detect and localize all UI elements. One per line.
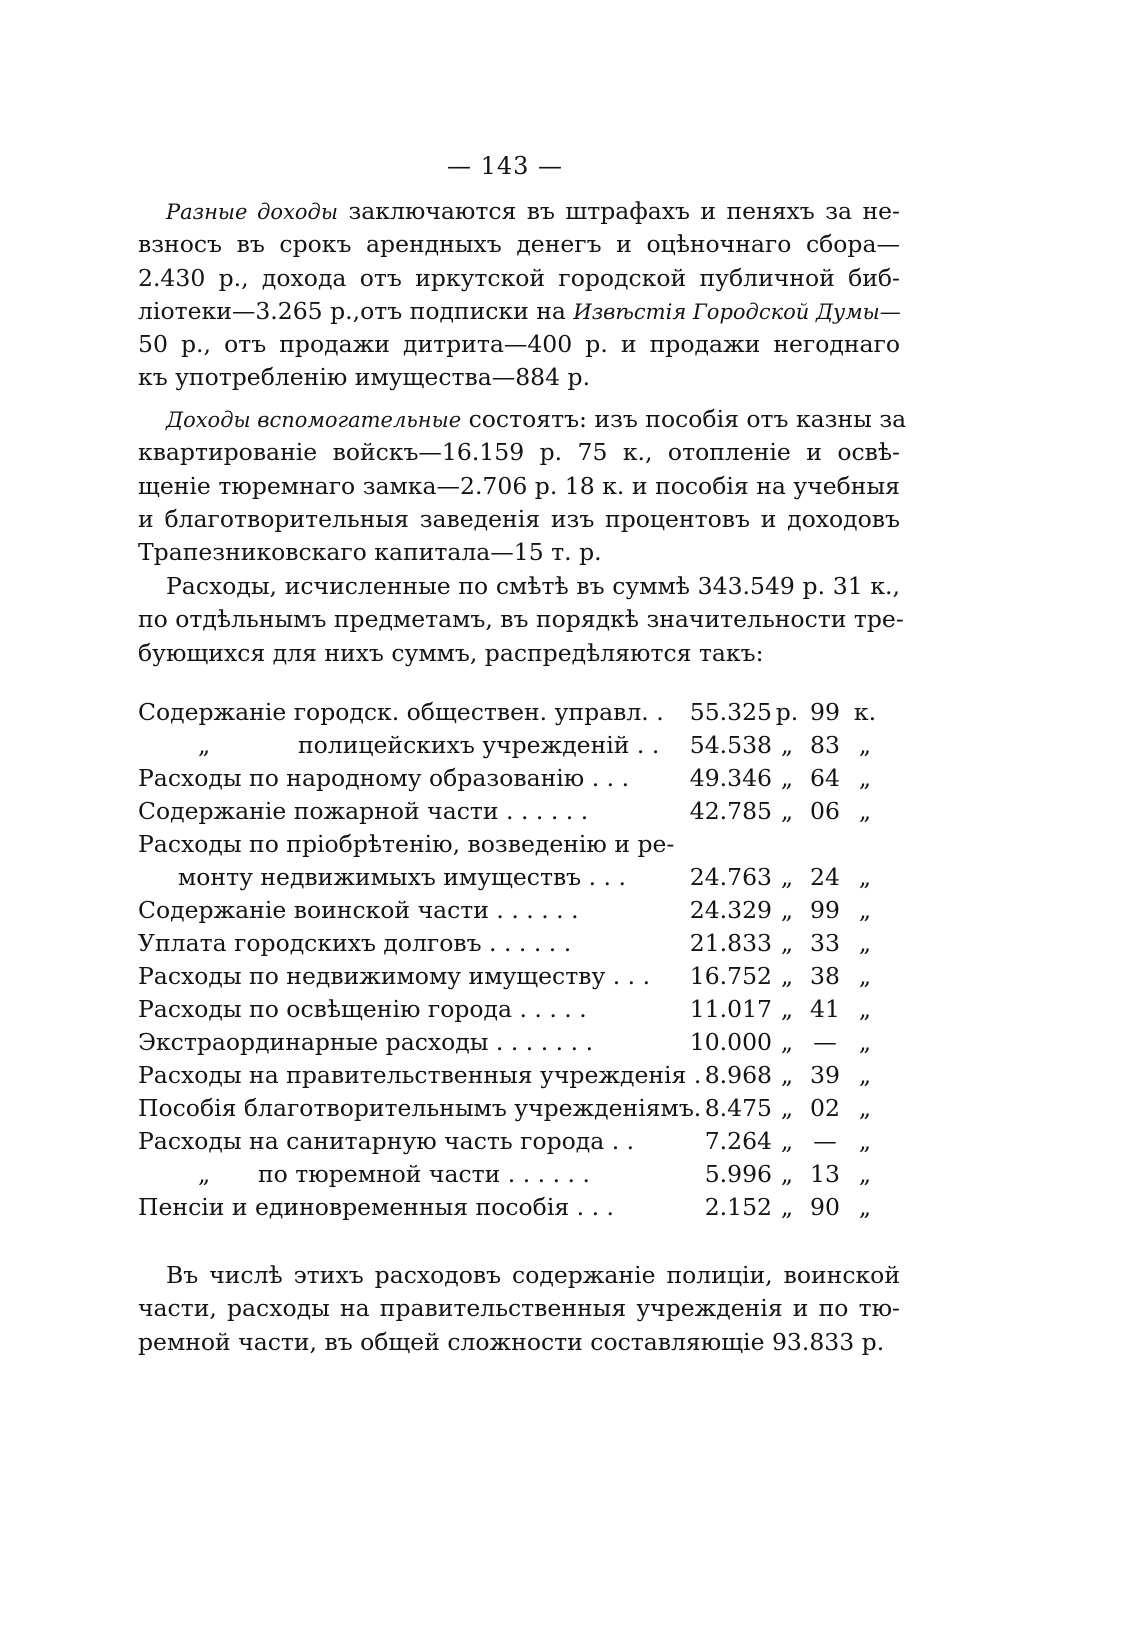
row-amount: 11.017 [689,995,772,1023]
row-label: Содержанiе воинской части . . . . . . [138,896,579,924]
row-rub-unit: „ [780,896,794,924]
row-kop-unit: „ [858,1193,872,1221]
text-span: заключаются въ штрафахъ и пеняхъ за не- [348,197,900,225]
table-row [138,729,900,762]
text-line: бующихся для нихъ суммъ, распредѣляются такъ: [138,638,764,667]
row-rub-unit: „ [780,1061,794,1089]
row-rub-unit: „ [780,929,794,957]
paragraph-closing [138,1259,900,1359]
table-row [138,1125,900,1158]
table-row [138,1059,900,1092]
row-kop-unit: к. [853,698,877,726]
row-label: Расходы на правительственныя учрежденiя . [138,1061,702,1089]
row-label: полицейскихъ учрежденiй . . [298,731,660,759]
table-row [138,861,900,894]
text-span: лiотеки—3.265 р.,отъ подписки на [138,296,566,325]
row-kop-unit: „ [858,1028,872,1056]
row-amount: 42.785 [689,797,772,825]
row-kopecks: 24 [810,863,840,891]
row-rub-unit: „ [780,764,794,792]
row-kop-unit: „ [858,1127,872,1155]
text-line: 50 р., отъ продажи дитрита—400 р. и продажи негоднаго [138,330,900,359]
row-kop-unit: „ [858,731,872,759]
row-rub-unit: р. [775,698,799,726]
text-line: части, расходы на правительственныя учрежденiя и по тю- [138,1294,900,1323]
paragraph-auxiliary-income [138,403,907,569]
row-rub-unit: „ [780,1160,794,1188]
row-kop-unit: „ [858,797,872,825]
table-row [138,1092,900,1125]
text-line: взносъ въ срокъ арендныхъ денегъ и оцѣночнаго сбора— [138,230,900,259]
expense-table [138,696,900,1224]
table-row [138,828,900,861]
italic-term: Доходы вспомогательные [166,408,462,432]
row-kopecks: — [813,1028,837,1056]
row-kopecks: 39 [810,1061,840,1089]
text-line: квартированiе войскъ—16.159 р. 75 к., отопленiе и освѣ- [138,438,900,467]
table-row [138,795,900,828]
italic-title: Извѣстiя Городской Думы— [573,299,901,324]
row-kopecks: 99 [810,896,840,924]
table-row [138,696,900,729]
row-rub-unit: „ [780,1193,794,1221]
paragraph-expenses-intro [138,570,904,670]
row-amount: 5.996 [704,1160,772,1188]
row-kopecks: 99 [810,698,840,726]
text-span: состоятъ: изъ пособiя отъ казны за [468,405,907,433]
row-amount: 2.152 [704,1193,772,1221]
row-label: Расходы на санитарную часть города . . [138,1127,635,1155]
row-amount: 24.763 [689,863,772,891]
ditto-mark: „ [198,1160,211,1188]
row-kop-unit: „ [858,962,872,990]
table-row [138,1158,900,1191]
row-kopecks: 41 [810,995,840,1023]
row-label: Экстраординарные расходы . . . . . . . [138,1028,594,1056]
text-line: по отдѣльнымъ предметамъ, въ порядкѣ значительности тре- [138,605,904,634]
row-label: Пенсiи и единовременныя пособiя . . . [138,1193,614,1221]
row-kop-unit: „ [858,1061,872,1089]
text-line: щенiе тюремнаго замка—2.706 р. 18 к. и пособiя на учебныя [138,471,900,500]
row-rub-unit: „ [780,1028,794,1056]
table-row [138,993,900,1026]
row-kopecks: 02 [810,1094,840,1122]
row-label: Содержанiе городск. обществен. управл. . [138,698,664,726]
text-line [138,195,900,228]
row-label: Уплата городскихъ долговъ . . . . . . [138,929,572,957]
text-line: и благотворительныя заведенiя изъ процентовъ и доходовъ [138,504,900,533]
row-label: Расходы по прiобрѣтенiю, возведенiю и ре- [138,830,675,858]
text-line: 2.430 р., дохода отъ иркутской городской публичной биб- [138,263,900,292]
table-row [138,1026,900,1059]
row-label: Содержанiе пожарной части . . . . . . [138,797,589,825]
row-kop-unit: „ [858,995,872,1023]
row-rub-unit: „ [780,962,794,990]
row-amount: 10.000 [689,1028,772,1056]
row-kopecks: 38 [810,962,840,990]
row-rub-unit: „ [780,797,794,825]
text-line: Въ числѣ этихъ расходовъ содержанiе полицiи, воинской [166,1261,900,1289]
row-amount: 16.752 [689,962,772,990]
row-kop-unit: „ [858,1160,872,1188]
row-kopecks: 06 [810,797,840,825]
ditto-mark: „ [198,731,211,759]
row-label: Расходы по недвижимому имуществу . . . [138,962,651,990]
text-line [138,403,907,436]
row-kop-unit: „ [858,896,872,924]
row-kopecks: 13 [810,1160,840,1188]
row-label: монту недвижимыхъ имуществъ . . . [178,863,626,891]
row-label: Пособiя благотворительнымъ учрежденiямъ. [138,1094,702,1122]
table-row [138,1191,900,1224]
row-label: по тюремной части . . . . . . [258,1160,590,1188]
row-rub-unit: „ [780,995,794,1023]
row-amount: 54.538 [689,731,772,759]
row-amount: 8.475 [704,1094,772,1122]
text-line: къ употребленiю имущества—884 р. [138,363,591,392]
row-rub-unit: „ [780,731,794,759]
text-line: Трапезниковскаго капитала—15 т. р. [138,538,602,567]
table-row [138,927,900,960]
row-kopecks: 83 [810,731,840,759]
table-row [138,960,900,993]
row-amount: 55.325 [689,698,772,726]
row-amount: 8.968 [704,1061,772,1089]
row-amount: 24.329 [689,896,772,924]
row-rub-unit: „ [780,863,794,891]
row-kopecks: 33 [810,929,840,957]
row-rub-unit: „ [780,1127,794,1155]
row-kop-unit: „ [858,1094,872,1122]
row-label: Расходы по народному образованiю . . . [138,764,630,792]
paragraph-misc-income [138,195,900,395]
text-line [138,295,900,328]
row-kopecks: 90 [810,1193,840,1221]
text-line: Расходы, исчисленные по смѣтѣ въ суммѣ 343.549 р. 31 к., [166,572,900,600]
row-amount: 49.346 [689,764,772,792]
row-kopecks: — [813,1127,837,1155]
row-kop-unit: „ [858,929,872,957]
text-line: ремной части, въ общей сложности составляющiе 93.833 р. [138,1327,885,1356]
row-amount: 21.833 [689,929,772,957]
row-kopecks: 64 [810,764,840,792]
italic-term: Разные доходы [166,200,338,224]
row-kop-unit: „ [858,764,872,792]
row-amount: 7.264 [704,1127,772,1155]
row-kop-unit: „ [858,863,872,891]
table-row [138,762,900,795]
page-number: — 143 — [446,152,564,180]
row-rub-unit: „ [780,1094,794,1122]
table-row [138,894,900,927]
row-label: Расходы по освѣщенiю города . . . . . [138,995,587,1023]
